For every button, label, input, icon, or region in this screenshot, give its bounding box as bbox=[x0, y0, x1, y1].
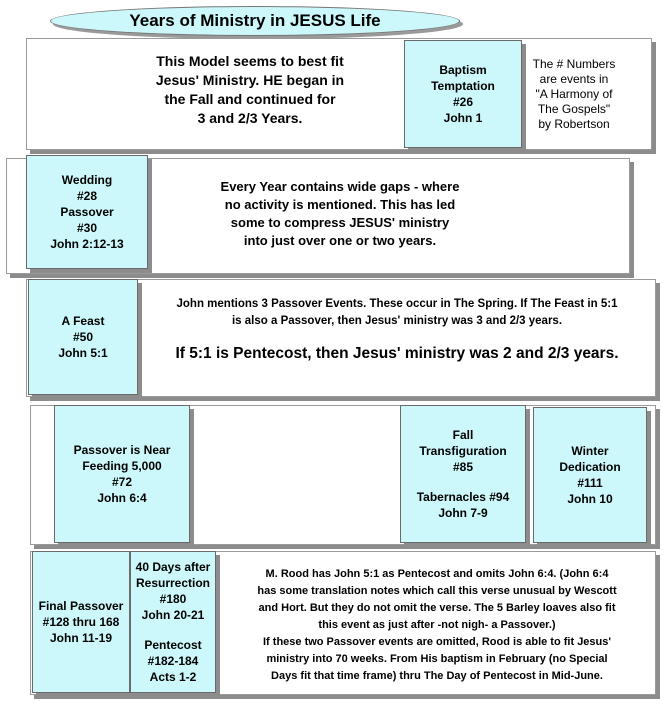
row1-intro-line: This Model seems to best fit bbox=[156, 53, 344, 69]
row1-intro-line: 3 and 2/3 Years. bbox=[197, 110, 303, 126]
resurrection-box-line: 40 Days after bbox=[135, 560, 211, 574]
transfiguration-box-line: #85 bbox=[452, 460, 474, 474]
baptism-box-line: Baptism bbox=[439, 63, 487, 77]
diagram-title bbox=[50, 6, 460, 36]
dedication-box-line: #111 bbox=[577, 476, 603, 490]
row3-text-line: is also a Passover, then Jesus' ministry was 3 and 2/3 years. bbox=[231, 315, 563, 327]
baptism-box-line: #26 bbox=[452, 95, 474, 109]
baptism-box-line: John 1 bbox=[443, 111, 483, 125]
dedication-box-line: Dedication bbox=[559, 460, 621, 474]
row2-text-line: some to compress JESUS' ministry bbox=[230, 215, 450, 230]
wedding-box-line: Passover bbox=[60, 205, 114, 219]
harmony-note-line: by Robertson bbox=[538, 117, 610, 131]
harmony-note bbox=[526, 57, 622, 132]
wedding-box bbox=[26, 155, 148, 269]
row5-text-line: ministry into 70 weeks. From His baptism in February (no Special bbox=[266, 653, 608, 665]
row2-text bbox=[190, 178, 490, 250]
row5-text-line: Days fit that time frame) thru The Day of Pentecost in Mid-June. bbox=[271, 670, 603, 682]
row5-text-line: and Hort. But they do not omit the verse. The 5 Barley loaves also fit bbox=[258, 602, 616, 614]
resurrection-box-line: Pentecost bbox=[144, 638, 202, 652]
row3-big-text: If 5:1 is Pentecost, then Jesus' ministry was 2 and 2/3 years. bbox=[175, 345, 619, 362]
wedding-box-line: Wedding bbox=[61, 173, 113, 187]
baptism-box bbox=[404, 40, 522, 148]
row3-text-line: John mentions 3 Passover Events. These occur in The Spring. If The Feast in 5:1 bbox=[176, 298, 618, 310]
harmony-note-line: The # Numbers bbox=[532, 57, 616, 71]
wedding-box-line: #28 bbox=[76, 189, 98, 203]
wedding-box-line: John 2:12-13 bbox=[50, 237, 124, 251]
row1-intro-line: Jesus' Ministry. HE began in bbox=[155, 72, 345, 88]
dedication-box bbox=[533, 407, 647, 543]
dedication-box-line: Winter bbox=[571, 444, 609, 458]
harmony-note-line: are events in bbox=[539, 72, 609, 86]
transfiguration-box-line: John 7-9 bbox=[438, 506, 488, 520]
feast-box bbox=[28, 279, 138, 395]
final-passover-box bbox=[32, 551, 130, 693]
resurrection-box-line: Acts 1-2 bbox=[149, 670, 197, 684]
row5-text-line: If these two Passover events are omitted, Rood is able to fit Jesus' bbox=[263, 636, 611, 648]
feeding-box-line: Feeding 5,000 bbox=[82, 459, 162, 473]
final-passover-box-line: John 11-19 bbox=[49, 631, 113, 645]
resurrection-box-line: #182-184 bbox=[147, 654, 199, 668]
feeding-box-line: John 6:4 bbox=[97, 491, 147, 505]
row3-text bbox=[142, 296, 652, 330]
feast-box-line: #50 bbox=[72, 330, 94, 344]
diagram-title-text: Years of Ministry in JESUS Life bbox=[129, 11, 381, 30]
resurrection-box-line: #180 bbox=[159, 592, 187, 606]
row1-intro-text bbox=[140, 52, 360, 128]
feeding-box-line: Passover is Near bbox=[73, 443, 171, 457]
row2-text-line: Every Year contains wide gaps - where bbox=[220, 179, 460, 194]
final-passover-box-line: Final Passover bbox=[38, 599, 124, 613]
baptism-box-line: Temptation bbox=[431, 79, 495, 93]
row5-text bbox=[222, 566, 652, 685]
feast-box-line: John 5:1 bbox=[58, 346, 108, 360]
transfiguration-box-line: Fall bbox=[452, 428, 474, 442]
resurrection-box bbox=[130, 551, 216, 693]
feeding-box bbox=[54, 405, 190, 543]
transfiguration-box-line: Tabernacles #94 bbox=[416, 490, 510, 504]
resurrection-box-line: John 20-21 bbox=[141, 608, 205, 622]
transfiguration-box-line: Transfiguration bbox=[419, 444, 507, 458]
row5-text-line: this event as just after -not nigh- a Passover.) bbox=[318, 619, 556, 631]
row5-text-line: M. Rood has John 5:1 as Pentecost and omits John 6:4. (John 6:4 bbox=[265, 568, 609, 580]
transfiguration-box bbox=[400, 405, 526, 543]
resurrection-box-line: Resurrection bbox=[135, 576, 211, 590]
row5-text-line: has some translation notes which call this verse unusual by Wescott bbox=[257, 585, 617, 597]
row2-text-line: into just over one or two years. bbox=[243, 233, 437, 248]
dedication-box-line: John 10 bbox=[567, 492, 613, 506]
wedding-box-line: #30 bbox=[76, 221, 98, 235]
final-passover-box-line: #128 thru 168 bbox=[42, 615, 120, 629]
feast-box-line: A Feast bbox=[61, 314, 105, 328]
feeding-box-line: #72 bbox=[111, 475, 133, 489]
harmony-note-line: The Gospels" bbox=[537, 102, 611, 116]
harmony-note-line: "A Harmony of bbox=[535, 87, 613, 101]
row2-text-line: no activity is mentioned. This has led bbox=[224, 197, 456, 212]
row1-intro-line: the Fall and continued for bbox=[164, 91, 336, 107]
